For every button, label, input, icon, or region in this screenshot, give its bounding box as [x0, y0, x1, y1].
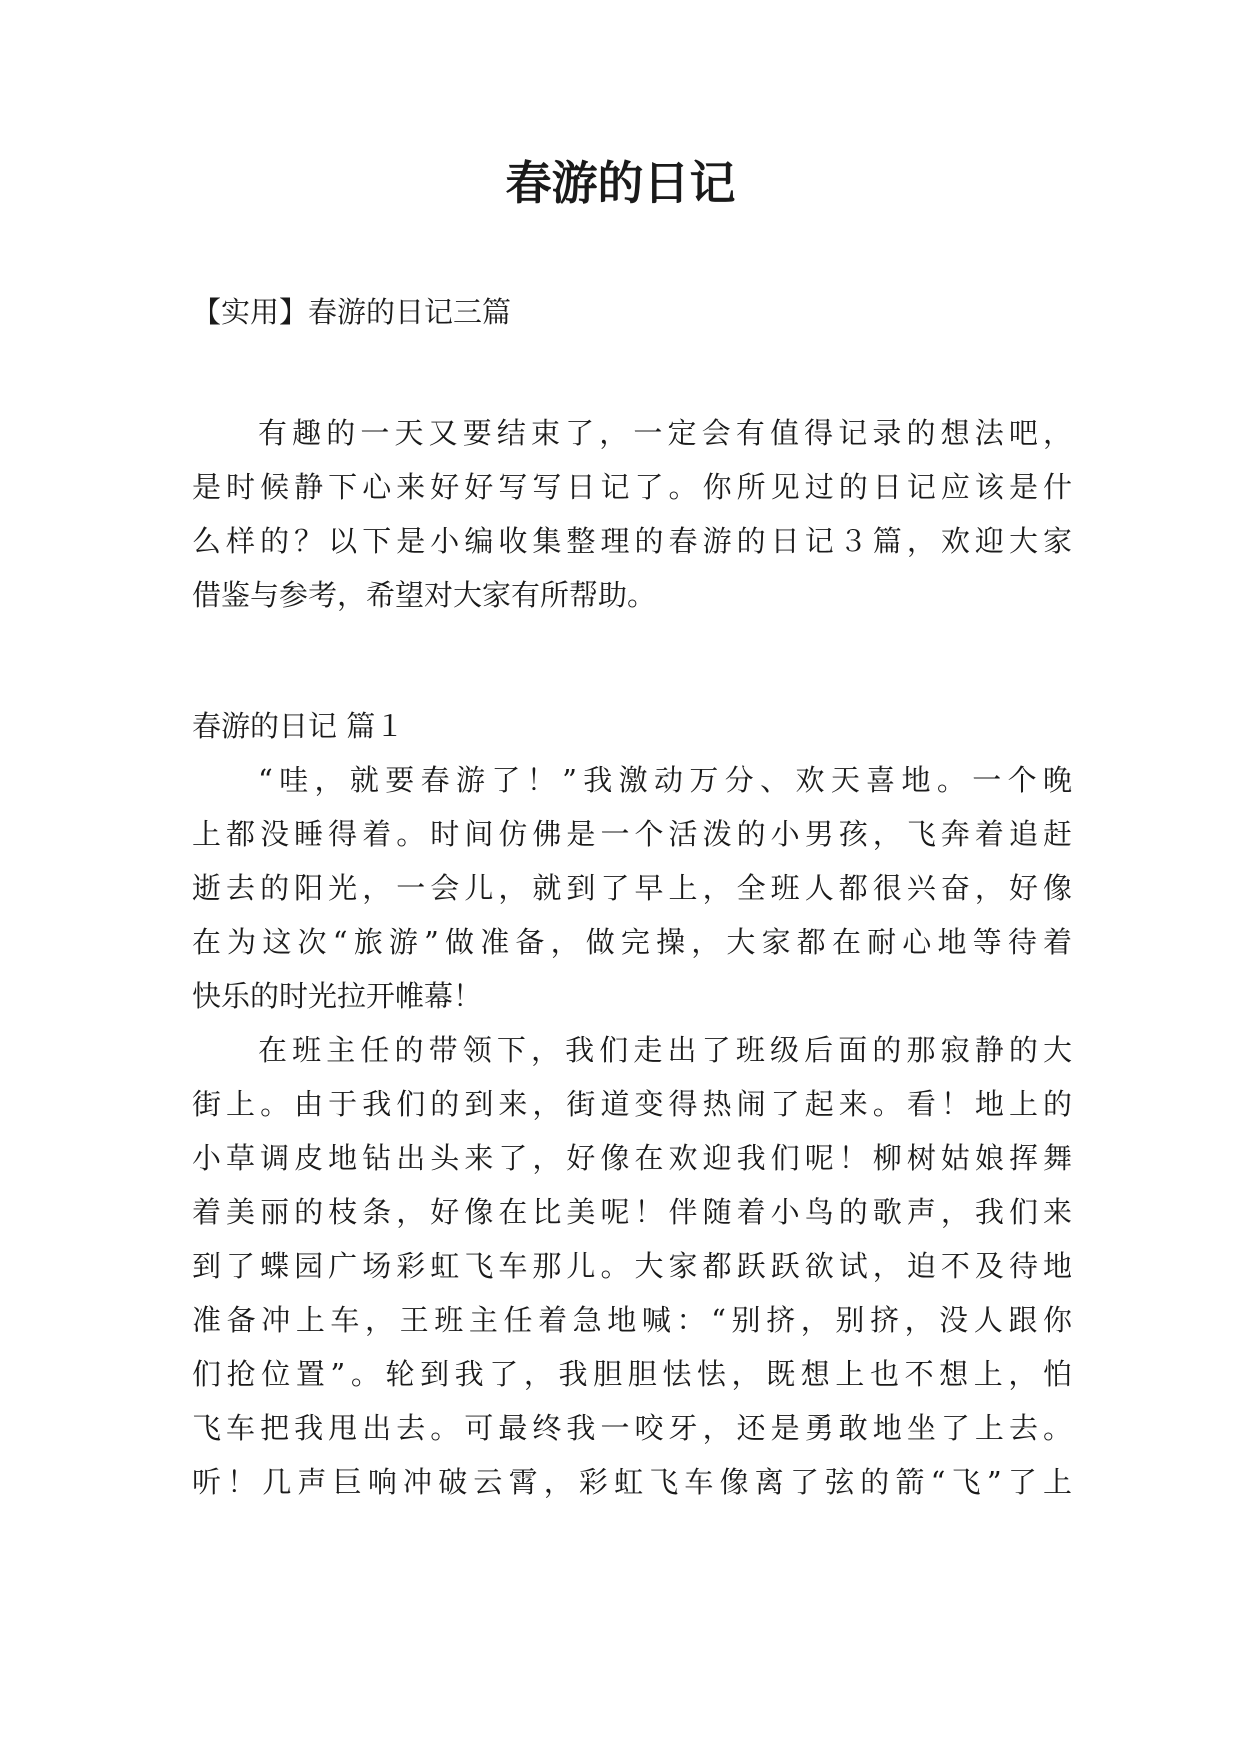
section-heading: 春游的日记 篇１: [192, 709, 405, 743]
paragraph-line: 街上。由于我们的到来，街道变得热闹了起来。看！地上的: [192, 1087, 1072, 1121]
intro-line: 有趣的一天又要结束了，一定会有值得记录的想法吧，: [258, 416, 1072, 450]
paragraph-line: “哇，就要春游了！”我激动万分、欢天喜地。一个晚: [258, 763, 1072, 797]
paragraph-line: 在为这次“旅游”做准备，做完操，大家都在耐心地等待着: [192, 925, 1072, 959]
document-title: 春游的日记: [505, 156, 736, 210]
paragraph-line: 上都没睡得着。时间仿佛是一个活泼的小男孩，飞奔着追赶: [192, 817, 1072, 851]
intro-line: 借鉴与参考，希望对大家有所帮助。: [192, 578, 657, 612]
paragraph-line: 到了蝶园广场彩虹飞车那儿。大家都跃跃欲试，迫不及待地: [192, 1249, 1072, 1283]
document-subtitle: 【实用】春游的日记三篇: [192, 295, 512, 329]
paragraph-line: 们抢位置”。轮到我了，我胆胆怯怯，既想上也不想上，怕: [192, 1357, 1072, 1391]
intro-line: 是时候静下心来好好写写日记了。你所见过的日记应该是什: [192, 470, 1072, 504]
paragraph-line: 着美丽的枝条，好像在比美呢！伴随着小鸟的歌声，我们来: [192, 1195, 1072, 1229]
paragraph-line: 快乐的时光拉开帷幕！: [192, 979, 483, 1013]
paragraph-line: 在班主任的带领下，我们走出了班级后面的那寂静的大: [258, 1033, 1072, 1067]
paragraph-line: 逝去的阳光，一会儿，就到了早上，全班人都很兴奋，好像: [192, 871, 1072, 905]
paragraph-line: 听！几声巨响冲破云霄，彩虹飞车像离了弦的箭“飞”了上: [192, 1465, 1072, 1499]
paragraph-line: 小草调皮地钻出头来了，好像在欢迎我们呢！柳树姑娘挥舞: [192, 1141, 1072, 1175]
intro-line: 么样的？以下是小编收集整理的春游的日记３篇，欢迎大家: [192, 524, 1072, 558]
paragraph-line: 飞车把我甩出去。可最终我一咬牙，还是勇敢地坐了上去。: [192, 1411, 1072, 1445]
paragraph-line: 准备冲上车，王班主任着急地喊：“别挤，别挤，没人跟你: [192, 1303, 1072, 1337]
